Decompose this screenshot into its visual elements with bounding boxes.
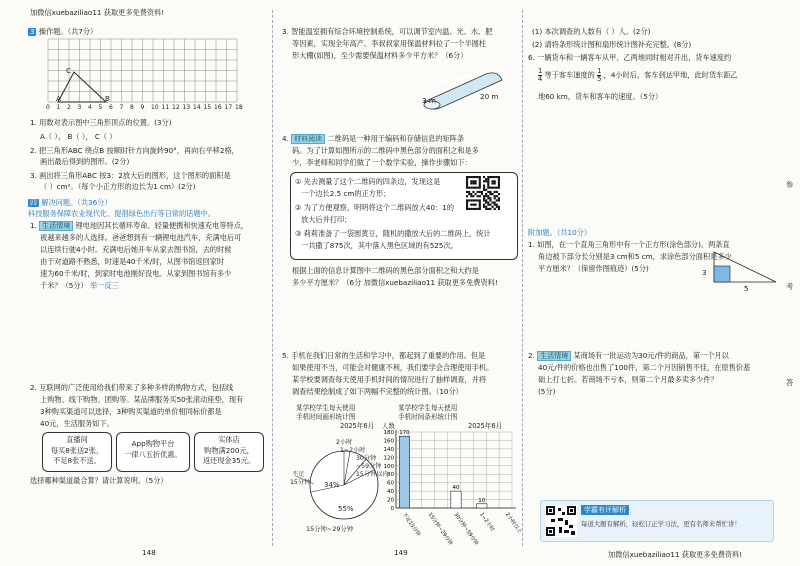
option-detail: 购物满200元， xyxy=(204,445,254,455)
bar-y-tick-label: 60 xyxy=(387,480,394,487)
grid-x-tick-label: 9 xyxy=(140,104,145,111)
bonus2-line3: 础上打七折。若商场不亏本，则第二个月最多卖多少件？ xyxy=(538,375,718,384)
q6-line3: 地60 km，货车和客车的速度。（5分） xyxy=(538,92,663,101)
pie-label-buzu: 不足 xyxy=(292,471,305,478)
pie-label-59: ~59分钟 xyxy=(356,463,382,470)
header-watermark-left: 加微信xuebaziliao11 获取更多免费资料! xyxy=(30,8,165,17)
grid-x-tick-label: 2 xyxy=(67,104,71,111)
q4-line1 xyxy=(282,134,464,145)
q5-line2: 如果使用不当，可能会对健康不利，我们要学会合理使用手机。 xyxy=(292,363,494,372)
q1-line6 xyxy=(40,281,119,292)
tunnel-diameter-label: 3 m xyxy=(422,96,436,105)
q5-line1: 5. 手机在我们日常的生活和学习中，都起到了重要的作用。但是 xyxy=(282,351,486,360)
grid-x-tick-label: 12 xyxy=(172,104,180,111)
q2-line2: 上购物、线下购物、团购等。某品牌服务买50张滚动座垫，现有 xyxy=(40,395,244,404)
extension-link[interactable]: 举一反三 xyxy=(90,281,119,290)
column-divider xyxy=(272,10,273,546)
q3b-line3: 形大棚(如图)，至少需要保温材料多少平方米？（6分） xyxy=(292,51,468,60)
q3-sub2-line2: 画出最后得到的图形。(2分) xyxy=(40,157,130,166)
q3-sub3-line2: （ ）cm²。（每个小正方形的边长为1 cm）(2分) xyxy=(40,182,196,191)
question-number: 4. xyxy=(282,134,289,143)
grid-x-tick-label: 17 xyxy=(224,104,233,111)
bonus2-line1 xyxy=(528,351,729,362)
bar-y-tick-label: 0 xyxy=(390,506,394,512)
option-detail: 不足8张不送。 xyxy=(53,456,101,465)
triangle-label-3: 3 xyxy=(702,268,707,277)
q5-line3: 某学校要调查每天使用手机时间的情况进行了抽样调查，并将 xyxy=(292,375,487,384)
q4-ask2 xyxy=(292,278,498,289)
shop-option-app xyxy=(116,432,190,472)
bar-title-line1: 某学校学生每天使用 xyxy=(398,404,458,412)
question-text: 锂电池因其长循环寿命、轻量便携和快速充电等特点， xyxy=(75,221,248,230)
fraction-1-4 xyxy=(538,68,542,83)
q6-line1: 6. 一辆货车和一辆客车从甲、乙两地同时相对开出，货车速度约 xyxy=(528,53,732,62)
q3b-line2: 等因素，实现全年高产。李叔叔家用保温材料拉了一个半圆柱 xyxy=(292,39,487,48)
bonus1-line2: 角边被下部分长分别是3 cm和5 cm，求涂色部分面积是多少 xyxy=(538,252,732,261)
grid-x-tick-label: 6 xyxy=(109,104,113,111)
pie-title-line2: 手机时间画形统计图 xyxy=(296,413,356,421)
point-a-label: A xyxy=(56,94,61,103)
q5-line4: 调查结果绘制成了如下两幅不完整的统计图。（10分） xyxy=(292,387,463,396)
q2-ask: 选择哪种渠道最合算？请计算说明。（5分） xyxy=(30,476,168,485)
pie-title-line1: 某学校学生每天使用 xyxy=(296,404,356,412)
fraction-denominator: 4 xyxy=(538,75,543,83)
bonus-title: 附加题。（共10分） xyxy=(528,228,592,237)
grid-x-tick-label: 3 xyxy=(77,104,82,111)
bar-mark xyxy=(451,491,461,508)
grid-x-tick-label: 16 xyxy=(214,104,222,111)
pie-label-bottom: 15分钟~29分钟 xyxy=(306,525,354,533)
fraction-1-5 xyxy=(597,68,601,83)
grid-x-tick-label: 11 xyxy=(161,104,170,111)
q1-line1 xyxy=(30,221,248,232)
question-title: 操作题。（共7分） xyxy=(38,27,98,36)
grid-x-tick-label: 5 xyxy=(98,104,103,111)
step-text: ③ 莉莉准备了一袋圆黄豆，随机的撒放大后的二维码上，统计 xyxy=(295,229,491,238)
option-title: 直播间 xyxy=(66,435,88,444)
grid-x-tick-label: 0 xyxy=(46,104,50,111)
step-text: 放大后并打印； xyxy=(301,215,352,224)
grid-x-tick-label: 8 xyxy=(130,104,134,111)
question-number: 2. xyxy=(528,351,535,360)
bar-mark xyxy=(477,504,487,508)
step-text: ① 先去测量了这个二维码的四条边，发现这是 xyxy=(295,177,441,186)
pie-pct-55: 55% xyxy=(338,505,354,513)
shop-option-livestream xyxy=(42,432,112,472)
q3-sub1-answers: A（ ）， B（ ）， C（ ） xyxy=(40,132,117,141)
watermark-inline: 加微信xuebaziliao11 获取更多免费资料! xyxy=(363,278,498,287)
shaded-square xyxy=(714,266,730,282)
tunnel-length-label: 20 m xyxy=(480,92,499,101)
grid-x-axis-labels xyxy=(48,104,248,114)
question-tag: 生活情境 xyxy=(39,221,73,231)
section4-heading xyxy=(28,198,112,209)
bar-y-tick-label: 140 xyxy=(383,446,394,453)
bar-ylabel: 人数 xyxy=(382,422,395,430)
q1-line2: 被越来越多的人选择。爸爸想到有一辆锂电池汽车，充满电后可 xyxy=(40,233,242,242)
option-detail: 返还现金35元。 xyxy=(202,456,256,465)
q3-sub2-line1: 2. 把三角形ABC 绕点B 按顺时针方向旋转90°，再向右平移2格， xyxy=(30,146,239,155)
grid-x-tick-label: 18 xyxy=(235,104,243,111)
bar-y-tick-label: 160 xyxy=(383,438,394,445)
bar-x-tick-label: 30分钟~59分钟 xyxy=(452,511,480,547)
section-title: 解决问题。（共36分） xyxy=(41,198,112,207)
qr-code-icon xyxy=(545,505,577,537)
bar-x-tick-label: 2小时以上 xyxy=(503,511,523,535)
bar-title-line2: 手机时间条形统计图 xyxy=(398,413,458,421)
option-title: 实体店 xyxy=(218,435,240,444)
question-text: 二维码是一种用于编码和存储信息的矩阵条 xyxy=(327,134,465,143)
bonus2-line2: 40元/件的价格也出售了100件，第二个月因销售不佳，在原售价基 xyxy=(538,363,751,372)
bar-y-tick-label: 100 xyxy=(383,463,394,470)
bar-x-tick-label: 不足15分钟 xyxy=(400,511,422,538)
grid-x-tick-label: 13 xyxy=(182,104,191,111)
pie-label-2h: 2小时 xyxy=(336,439,353,446)
bar-y-tick-label: 180 xyxy=(383,430,394,436)
bar-date: 2025年6月 xyxy=(468,422,503,430)
bonus-heading xyxy=(528,228,591,239)
q2-line1: 2. 互联网的广泛使用给我们带来了多种多样的购物方式，包括线 xyxy=(30,383,234,392)
bonus1-line1: 1. 如图，在一个直角三角形中有一个正方形(涂色部分)。两条直 xyxy=(528,240,730,249)
point-b-label: B xyxy=(105,94,110,103)
bar-x-tick-label: 15分钟~29分钟 xyxy=(426,511,454,547)
q2-line4: 40元，生活服务如下。 xyxy=(40,419,114,428)
question-tag: 材料阅读 xyxy=(291,134,325,144)
bar-chart xyxy=(378,428,523,547)
pie-pct-34: 34% xyxy=(324,481,340,489)
bonus1-line3: 平方厘米？（保留作图痕迹）(5分) xyxy=(538,264,649,273)
pie-date: 2025年6月 xyxy=(340,422,375,430)
bar-data-label: 10 xyxy=(478,497,486,504)
qr-card-subtitle: 每道大题有解析，轻松订正学习法，更有名师来帮忙讲！ xyxy=(581,520,741,528)
page-number-right: 149 xyxy=(394,548,408,557)
pie-label-15in: 15分钟以内 xyxy=(356,471,389,478)
fraction-numerator: 1 xyxy=(538,67,543,75)
q1-line4: 由于对道路不熟悉，时速是40千米/时，从图书馆返回家时 xyxy=(40,257,225,266)
q4-ask1: 根据上面的信息计算图中二维码的黑色部分面积之和大约是 xyxy=(292,266,479,275)
bar-y-tick-label: 80 xyxy=(387,472,394,479)
section-number: 四 xyxy=(30,199,37,207)
q4-line2: 码。为了计算如图所示的二维码中黑色部分的面积之和是多 xyxy=(292,146,479,155)
question-number: 3 xyxy=(30,28,35,36)
q3b-line1: 3. 智能温室拥有综合环境控制系统，可以调节室内温、光、水、肥 xyxy=(282,27,493,36)
bar-data-label: 40 xyxy=(452,485,460,492)
grid-x-tick-label: 14 xyxy=(193,104,201,111)
option-detail: 一律八五折优惠。 xyxy=(124,449,182,459)
question-text: ，4小时后，客车到达甲地，此时货车距乙 xyxy=(603,70,738,80)
qr-card-title: 学霸有评解析 xyxy=(581,505,629,515)
bar-y-tick-label: 120 xyxy=(383,455,394,462)
qr-code-sample xyxy=(466,176,500,210)
q3-sub3-line1: 3. 画出将三角形ABC 按3：2放大后的图形，这个图形的面积是 xyxy=(30,171,231,180)
side-mark: 答 xyxy=(786,378,794,387)
q3-sub1: 1. 用数对表示图中三角形顶点的位置。(3分) xyxy=(30,118,172,127)
q3-heading xyxy=(28,27,97,38)
q1-line3: 以连续行驶4小时。充满电后她开车从家去图书馆，去的时候 xyxy=(40,245,232,254)
bar-y-tick-label: 20 xyxy=(387,497,394,504)
grid-x-tick-label: 7 xyxy=(119,104,124,111)
q2-line3: 3种购买渠道可以选择，3种购买渠道的单价相同标价都是 xyxy=(40,407,222,416)
pie-label-30: 30分钟 xyxy=(356,455,377,462)
option-title: App购物平台 xyxy=(131,439,175,448)
footer-watermark: 加微信xuebaziliao11 获取更多免费资料! xyxy=(608,550,743,559)
fraction-numerator: 1 xyxy=(597,67,602,75)
option-detail: 每买8张送2张， xyxy=(50,445,104,455)
pie-label-1-2h: 1~2小时 xyxy=(340,447,366,454)
bar-data-label: 170 xyxy=(399,430,410,437)
question-text: 多少平方厘米？（6分 xyxy=(292,278,362,287)
question-tag: 生活情境 xyxy=(537,351,571,361)
bar-x-tick-label: 1~2小时 xyxy=(478,511,496,533)
pie-label-15: 15分钟 xyxy=(290,479,311,486)
column-divider xyxy=(522,10,523,546)
bonus2-line4: (5分) xyxy=(538,387,556,396)
section4-subtitle: 科技服务保障农业现代化、提倡绿色出行等日常的话题中。 xyxy=(28,209,215,218)
question-text: 等于客车速度的 xyxy=(544,70,595,80)
step-text: ② 为了方便观察，明明将这个二维码放大40：1的 xyxy=(295,203,455,212)
step-text: 一个边长2.5 cm的正方形； xyxy=(301,189,391,198)
grid-x-tick-label: 15 xyxy=(203,104,212,111)
triangle-label-5: 5 xyxy=(744,284,749,293)
bar-mark xyxy=(399,436,409,508)
shop-option-store xyxy=(194,432,264,472)
q1-line5: 速为60千米/时，到家时电池刚好没电。从家到图书馆有多少 xyxy=(40,269,232,278)
qr-promo-card[interactable] xyxy=(540,500,774,542)
question-text: 千米？（5分） xyxy=(40,281,88,290)
side-mark: 参 xyxy=(786,180,794,189)
bar-y-tick-label: 40 xyxy=(387,489,394,496)
point-c-label: C xyxy=(66,66,72,75)
grid-x-tick-label: 1 xyxy=(56,104,61,111)
q4-line3: 少，李老师和同学们做了一个数学实验，操作步骤如下： xyxy=(292,158,472,167)
right-triangle-figure xyxy=(710,248,780,286)
grid-x-tick-label: 10 xyxy=(151,104,159,111)
page-number-left: 148 xyxy=(142,548,156,557)
q6-line2 xyxy=(538,68,738,83)
question-text: 某商场有一批运动为30元/件的商品，第一个月以 xyxy=(573,351,729,360)
grid-x-tick-label: 4 xyxy=(88,104,92,111)
q5-sub2: (2) 请将条形统计图和扇形统计图补充完整。(8分) xyxy=(532,40,692,49)
q5-sub1: (1) 本次调查的人数有（ ）人。(2分) xyxy=(532,27,651,36)
fraction-denominator: 5 xyxy=(597,75,602,83)
question-number: 1. xyxy=(30,221,37,230)
side-mark: 考 xyxy=(786,282,794,291)
triangle-abc xyxy=(58,72,106,102)
step-text: 一共撒了875次，其中落入黑色区域的有525次。 xyxy=(301,241,458,250)
